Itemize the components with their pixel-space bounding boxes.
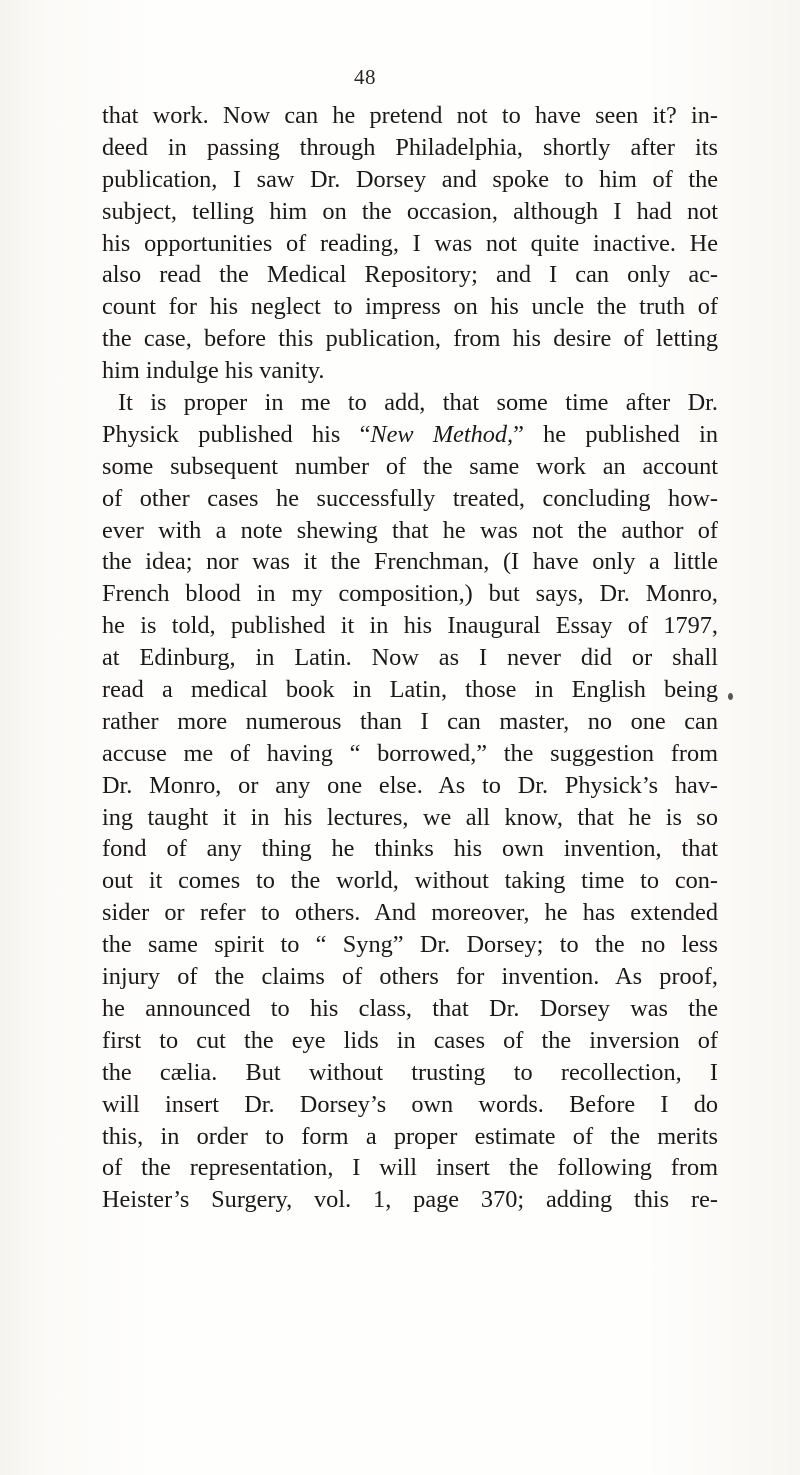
text-segment: Physick published his “ <box>102 420 371 448</box>
text-line: Dr. Monro, or any one else. As to Dr. Physick’s hav- <box>102 771 718 799</box>
text-line: out it comes to the world, without taking time to con- <box>102 867 718 895</box>
text-line: injury of the claims of others for invention. As proof, <box>102 963 718 991</box>
text-line: the idea; nor was it the Frenchman, (I have only a little <box>102 548 718 576</box>
text-line: the cælia. But without trusting to recollection, I <box>102 1058 718 1086</box>
text-line: ever with a note shewing that he was not the author of <box>102 516 718 544</box>
italic-title: New Method, <box>370 420 514 448</box>
text-line: French blood in my composition,) but says, Dr. Monro, <box>102 580 718 608</box>
text-line: ing taught it in his lectures, we all know, that he is so <box>102 803 718 831</box>
text-line: also read the Medical Repository; and I can only ac- <box>102 261 718 289</box>
text-line: subject, telling him on the occasion, although I had not <box>102 197 718 225</box>
text-line: some subsequent number of the same work an account <box>102 452 718 480</box>
text-line: rather more numerous than I can master, no one can <box>102 707 718 735</box>
text-line: that work. Now can he pretend not to have seen it? in- <box>102 102 718 129</box>
text-line: sider or refer to others. And moreover, he has extended <box>102 899 718 927</box>
text-line: of other cases he successfully treated, concluding how- <box>102 484 718 512</box>
text-line: his opportunities of reading, I was not quite inactive. He <box>102 229 718 257</box>
text-line: accuse me of having “ borrowed,” the suggestion from <box>102 739 718 767</box>
text-line: the case, before this publication, from his desire of letting <box>102 325 718 353</box>
text-line: the same spirit to “ Syng” Dr. Dorsey; to the no less <box>102 931 718 959</box>
page-number: 48 <box>354 65 376 89</box>
paragraph-end-line: him indulge his vanity. <box>102 357 325 385</box>
text-line: count for his neglect to impress on his uncle the truth of <box>102 293 718 321</box>
text-line: publication, I saw Dr. Dorsey and spoke to him of the <box>102 165 718 193</box>
text-line: deed in passing through Philadelphia, shortly after its <box>102 133 718 161</box>
text-line: read a medical book in Latin, those in English being <box>102 676 718 704</box>
text-line-with-italic <box>102 419 718 451</box>
text-line: fond of any thing he thinks his own invention, that <box>102 835 718 863</box>
text-line: he is told, published it in his Inaugural Essay of 1797, <box>102 612 718 640</box>
text-line: at Edinburg, in Latin. Now as I never did or shall <box>102 644 718 672</box>
text-line: of the representation, I will insert the following from <box>102 1154 718 1182</box>
text-line: Heister’s Surgery, vol. 1, page 370; adding this re- <box>102 1186 718 1214</box>
text-segment: ” he published in <box>513 420 718 448</box>
body-text <box>102 100 718 1216</box>
ink-speck <box>728 693 733 700</box>
text-line: will insert Dr. Dorsey’s own words. Before I do <box>102 1090 718 1118</box>
paragraph-start-line: It is proper in me to add, that some time after Dr. <box>118 389 718 417</box>
text-line: he announced to his class, that Dr. Dorsey was the <box>102 994 718 1022</box>
text-line: this, in order to form a proper estimate of the merits <box>102 1122 718 1150</box>
text-line: first to cut the eye lids in cases of the inversion of <box>102 1026 718 1054</box>
